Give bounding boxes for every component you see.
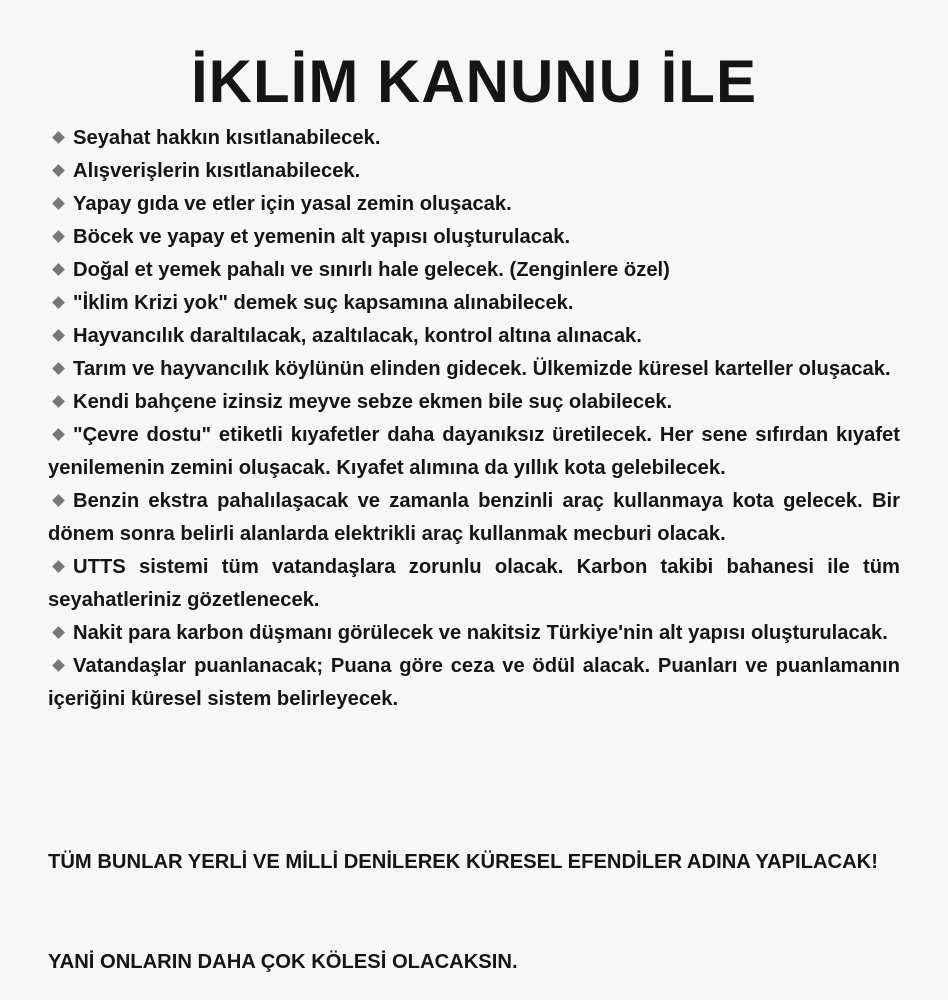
list-item-text: Nakit para karbon düşmanı görülecek ve nakitsiz Türkiye'nin alt yapısı oluşturulacak. <box>73 622 888 644</box>
list-item <box>48 254 900 287</box>
diamond-bullet-icon <box>52 560 65 573</box>
list-item <box>48 221 900 254</box>
diamond-bullet-icon <box>52 494 65 507</box>
list-item-text: UTTS sistemi tüm vatandaşlara zorunlu olacak. Karbon takibi bahanesi ile tüm seyahatleriniz gözetlenecek. <box>48 556 900 611</box>
diamond-bullet-icon <box>52 626 65 639</box>
diamond-bullet-icon <box>52 230 65 243</box>
list-item <box>48 617 900 650</box>
bullet-list <box>48 122 900 716</box>
list-item-text: Böcek ve yapay et yemenin alt yapısı oluşturulacak. <box>73 226 571 248</box>
diamond-bullet-icon <box>52 197 65 210</box>
list-item-text: Alışverişlerin kısıtlanabilecek. <box>73 160 361 182</box>
diamond-bullet-icon <box>52 395 65 408</box>
list-item <box>48 551 900 617</box>
list-item-text: Benzin ekstra pahalılaşacak ve zamanla benzinli araç kullanmaya kota gelecek. Bir dönem sonra belirli alanlarda elektrikli araç kullanmak mecburi olacak. <box>48 490 900 545</box>
list-item-text: Kendi bahçene izinsiz meyve sebze ekmen bile suç olabilecek. <box>73 391 673 413</box>
list-item-text: Tarım ve hayvancılık köylünün elinden gidecek. Ülkemizde küresel karteller oluşacak. <box>73 358 891 380</box>
list-item-text: Seyahat hakkın kısıtlanabilecek. <box>73 127 381 149</box>
list-item <box>48 353 900 386</box>
list-item <box>48 287 900 320</box>
list-item <box>48 650 900 716</box>
diamond-bullet-icon <box>52 164 65 177</box>
list-item-text: Doğal et yemek pahalı ve sınırlı hale gelecek. (Zenginlere özel) <box>73 259 670 281</box>
list-item <box>48 485 900 551</box>
list-item-text: Hayvancılık daraltılacak, azaltılacak, kontrol altına alınacak. <box>73 325 642 347</box>
list-item <box>48 155 900 188</box>
list-item <box>48 320 900 353</box>
diamond-bullet-icon <box>52 131 65 144</box>
footer-conclusion: YANİ ONLARIN DAHA ÇOK KÖLESİ OLACAKSIN. <box>48 951 518 973</box>
list-item <box>48 122 900 155</box>
list-item <box>48 188 900 221</box>
footer-statement: TÜM BUNLAR YERLİ VE MİLLİ DENİLEREK KÜRESEL EFENDİLER ADINA YAPILACAK! <box>48 851 878 873</box>
list-item <box>48 419 900 485</box>
list-item-text: Yapay gıda ve etler için yasal zemin oluşacak. <box>73 193 512 215</box>
list-item <box>48 386 900 419</box>
list-item-text: "Çevre dostu" etiketli kıyafetler daha dayanıksız üretilecek. Her sene sıfırdan kıyafet yenilemenin zemini oluşacak. Kıyafet alımına da yıllık kota gelebilecek. <box>48 424 900 479</box>
list-item-text: "İklim Krizi yok" demek suç kapsamına alınabilecek. <box>73 292 574 314</box>
diamond-bullet-icon <box>52 362 65 375</box>
page-title: İKLİM KANUNU İLE <box>191 48 757 116</box>
diamond-bullet-icon <box>52 296 65 309</box>
diamond-bullet-icon <box>52 329 65 342</box>
diamond-bullet-icon <box>52 659 65 672</box>
list-item-text: Vatandaşlar puanlanacak; Puana göre ceza ve ödül alacak. Puanları ve puanlamanın içeriğini küresel sistem belirleyecek. <box>48 655 900 710</box>
diamond-bullet-icon <box>52 263 65 276</box>
diamond-bullet-icon <box>52 428 65 441</box>
